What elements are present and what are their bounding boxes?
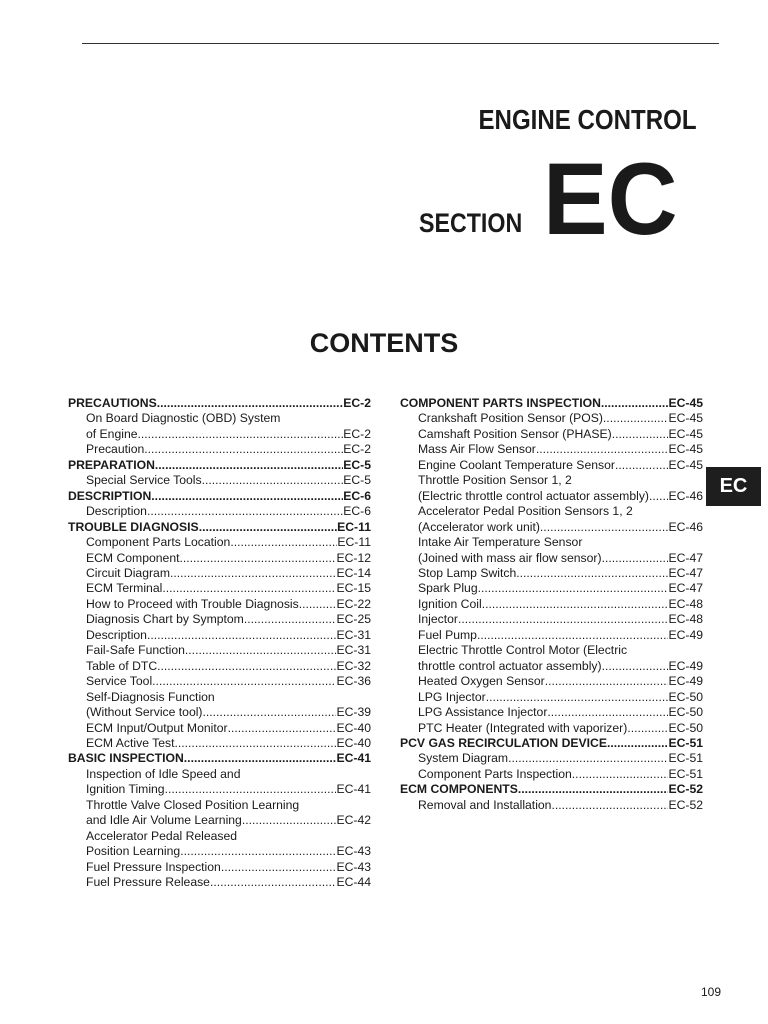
toc-entry[interactable] bbox=[68, 597, 371, 612]
toc-entry-title: Fuel Pump bbox=[418, 627, 477, 642]
toc-entry-title: Camshaft Position Sensor (PHASE) bbox=[418, 426, 612, 441]
toc-entry bbox=[400, 473, 703, 488]
toc-section-entry[interactable] bbox=[400, 782, 703, 797]
toc-entry-title: ECM Component bbox=[86, 550, 180, 565]
toc-entry-title: PREPARATION bbox=[68, 457, 155, 472]
toc-entry-page: EC-49 bbox=[668, 674, 703, 689]
toc-entry-page: EC-6 bbox=[343, 488, 371, 503]
toc-entry-page: EC-52 bbox=[668, 797, 703, 812]
toc-entry-title: Fail-Safe Function bbox=[86, 643, 185, 658]
toc-leader-dots bbox=[151, 489, 343, 504]
toc-leader-dots bbox=[138, 427, 344, 442]
toc-leader-dots bbox=[199, 520, 337, 535]
toc-entry bbox=[68, 798, 371, 813]
toc-entry-title: Fuel Pressure Inspection bbox=[86, 859, 221, 874]
toc-entry-title: Description bbox=[86, 504, 147, 519]
toc-leader-dots bbox=[649, 489, 668, 504]
toc-leader-dots bbox=[228, 721, 337, 736]
toc-entry-page: EC-50 bbox=[668, 720, 703, 735]
toc-entry-title: Accelerator Pedal Released bbox=[86, 828, 238, 843]
toc-entry-page: EC-31 bbox=[336, 643, 371, 658]
toc-entry bbox=[68, 411, 371, 426]
page-number: 109 bbox=[701, 985, 722, 999]
toc-entry-title: Diagnosis Chart by Symptom bbox=[86, 612, 244, 627]
toc-section-entry[interactable] bbox=[400, 396, 703, 411]
toc-entry-title: TROUBLE DIAGNOSIS bbox=[68, 519, 199, 534]
toc-entry[interactable] bbox=[68, 551, 371, 566]
toc-entry[interactable] bbox=[68, 705, 371, 720]
toc-entry-title: Intake Air Temperature Sensor bbox=[418, 535, 583, 550]
toc-entry-page: EC-11 bbox=[337, 535, 371, 550]
toc-entry-title: Ignition Coil bbox=[418, 596, 482, 611]
toc-entry-page: EC-32 bbox=[336, 658, 371, 673]
toc-left-column bbox=[68, 396, 371, 891]
toc-entry-page: EC-14 bbox=[336, 565, 371, 580]
toc-section-entry[interactable] bbox=[68, 489, 371, 504]
toc-leader-dots bbox=[612, 427, 669, 442]
toc-entry-page: EC-51 bbox=[668, 766, 703, 781]
toc-entry-page: EC-52 bbox=[668, 782, 703, 797]
toc-entry[interactable] bbox=[400, 674, 703, 689]
toc-section-entry[interactable] bbox=[68, 458, 371, 473]
toc-entry-page: EC-47 bbox=[668, 581, 703, 596]
toc-entry[interactable] bbox=[68, 628, 371, 643]
toc-entry-title: ECM Input/Output Monitor bbox=[86, 720, 228, 735]
toc-entry[interactable] bbox=[400, 442, 703, 457]
toc-entry-title: Description bbox=[86, 627, 147, 642]
top-rule bbox=[82, 43, 719, 44]
toc-entry-title: PRECAUTIONS bbox=[68, 396, 157, 410]
toc-leader-dots bbox=[458, 612, 668, 627]
toc-entry-page: EC-45 bbox=[668, 442, 703, 457]
toc-entry-page: EC-46 bbox=[668, 519, 703, 534]
toc-entry-title: ECM COMPONENTS bbox=[400, 782, 518, 797]
toc-leader-dots bbox=[603, 411, 669, 426]
toc-leader-dots bbox=[175, 736, 337, 751]
toc-entry[interactable] bbox=[68, 473, 371, 488]
toc-leader-dots bbox=[572, 767, 669, 782]
toc-entry-title: Self-Diagnosis Function bbox=[86, 689, 215, 704]
toc-entry-title: LPG Assistance Injector bbox=[418, 705, 548, 720]
toc-entry-page: EC-41 bbox=[336, 782, 371, 797]
toc-entry[interactable] bbox=[400, 628, 703, 643]
toc-leader-dots bbox=[155, 458, 343, 473]
toc-entry[interactable] bbox=[400, 612, 703, 627]
toc-entry-title: PTC Heater (Integrated with vaporizer) bbox=[418, 720, 628, 735]
toc-entry-title: Ignition Timing bbox=[86, 782, 165, 797]
toc-entry-page: EC-48 bbox=[668, 612, 703, 627]
toc-leader-dots bbox=[547, 705, 668, 720]
toc-leader-dots bbox=[147, 504, 343, 519]
toc-entry-title: COMPONENT PARTS INSPECTION bbox=[400, 396, 601, 410]
toc-entry-page: EC-6 bbox=[343, 504, 371, 519]
toc-entry[interactable] bbox=[68, 442, 371, 457]
toc-entry[interactable] bbox=[68, 504, 371, 519]
toc-entry-page: EC-49 bbox=[668, 658, 703, 673]
toc-leader-dots bbox=[602, 659, 669, 674]
toc-entry-page: EC-46 bbox=[668, 488, 703, 503]
toc-entry-title: Mass Air Flow Sensor bbox=[418, 442, 536, 457]
toc-entry[interactable] bbox=[400, 659, 703, 674]
toc-leader-dots bbox=[185, 643, 337, 658]
toc-entry bbox=[400, 504, 703, 519]
toc-entry[interactable] bbox=[400, 581, 703, 596]
toc-entry-page: EC-15 bbox=[336, 581, 371, 596]
toc-leader-dots bbox=[144, 442, 343, 457]
toc-entry-page: EC-45 bbox=[668, 396, 703, 410]
toc-leader-dots bbox=[478, 581, 669, 596]
toc-entry-page: EC-31 bbox=[336, 627, 371, 642]
toc-entry[interactable] bbox=[68, 721, 371, 736]
toc-entry-title: Throttle Position Sensor 1, 2 bbox=[418, 473, 572, 488]
toc-leader-dots bbox=[551, 798, 668, 813]
toc-leader-dots bbox=[482, 597, 669, 612]
toc-entry[interactable] bbox=[400, 767, 703, 782]
toc-entry-title: Throttle Valve Closed Position Learning bbox=[86, 797, 300, 812]
toc-entry-title: Circuit Diagram bbox=[86, 565, 170, 580]
toc-leader-dots bbox=[157, 396, 344, 411]
toc-entry-page: EC-49 bbox=[668, 627, 703, 642]
toc-entry-title: On Board Diagnostic (OBD) System bbox=[86, 411, 281, 426]
toc-leader-dots bbox=[615, 458, 669, 473]
toc-entry-page: EC-2 bbox=[343, 426, 371, 441]
toc-entry-page: EC-39 bbox=[336, 705, 371, 720]
toc-entry[interactable] bbox=[400, 489, 703, 504]
toc-entry[interactable] bbox=[400, 458, 703, 473]
toc-entry-page: EC-41 bbox=[336, 751, 371, 766]
toc-section-entry[interactable] bbox=[400, 736, 703, 751]
toc-entry-page: EC-47 bbox=[668, 550, 703, 565]
toc-entry[interactable] bbox=[68, 581, 371, 596]
toc-leader-dots bbox=[486, 690, 669, 705]
toc-entry-title: Spark Plug bbox=[418, 581, 478, 596]
toc-entry-title: Fuel Pressure Release bbox=[86, 875, 210, 890]
toc-entry bbox=[68, 829, 371, 844]
toc-entry-title: (Electric throttle control actuator assembly) bbox=[418, 488, 649, 503]
toc-leader-dots bbox=[536, 442, 669, 457]
toc-right-column bbox=[400, 396, 703, 813]
toc-entry-title: Heated Oxygen Sensor bbox=[418, 674, 545, 689]
toc-leader-dots bbox=[477, 628, 669, 643]
toc-leader-dots bbox=[601, 396, 669, 411]
toc-leader-dots bbox=[179, 551, 336, 566]
toc-entry-page: EC-45 bbox=[668, 457, 703, 472]
toc-entry-page: EC-47 bbox=[668, 565, 703, 580]
toc-leader-dots bbox=[540, 520, 669, 535]
toc-entry-page: EC-2 bbox=[343, 396, 371, 410]
toc-leader-dots bbox=[152, 674, 336, 689]
toc-leader-dots bbox=[627, 721, 668, 736]
toc-entry-page: EC-22 bbox=[336, 596, 371, 611]
section-code: EC bbox=[543, 142, 678, 256]
toc-entry-title: Stop Lamp Switch bbox=[418, 565, 517, 580]
toc-leader-dots bbox=[147, 628, 336, 643]
toc-entry bbox=[68, 690, 371, 705]
toc-entry bbox=[68, 767, 371, 782]
toc-leader-dots bbox=[244, 612, 337, 627]
toc-leader-dots bbox=[299, 597, 337, 612]
toc-entry-title: Component Parts Location bbox=[86, 535, 231, 550]
toc-section-entry[interactable] bbox=[68, 751, 371, 766]
toc-leader-dots bbox=[508, 751, 668, 766]
toc-entry-page: EC-48 bbox=[668, 596, 703, 611]
toc-entry[interactable] bbox=[68, 566, 371, 581]
toc-entry[interactable] bbox=[400, 705, 703, 720]
section-title: ENGINE CONTROL bbox=[478, 104, 697, 135]
toc-leader-dots bbox=[170, 566, 336, 581]
toc-entry-title: ECM Active Test bbox=[86, 735, 175, 750]
toc-leader-dots bbox=[518, 782, 669, 797]
toc-entry-page: EC-36 bbox=[336, 674, 371, 689]
toc-entry[interactable] bbox=[68, 535, 371, 550]
toc-leader-dots bbox=[242, 813, 337, 828]
toc-leader-dots bbox=[210, 875, 336, 890]
toc-leader-dots bbox=[607, 736, 668, 751]
toc-entry[interactable] bbox=[68, 612, 371, 627]
toc-entry-title: Accelerator Pedal Position Sensors 1, 2 bbox=[418, 504, 633, 519]
toc-entry-title: System Diagram bbox=[418, 751, 509, 766]
toc-entry[interactable] bbox=[400, 411, 703, 426]
toc-entry-page: EC-40 bbox=[336, 735, 371, 750]
toc-entry-title: (Without Service tool) bbox=[86, 705, 203, 720]
toc-leader-dots bbox=[165, 782, 337, 797]
toc-entry-title: Electric Throttle Control Motor (Electric bbox=[418, 643, 628, 658]
toc-entry-title: LPG Injector bbox=[418, 689, 486, 704]
toc-entry bbox=[400, 535, 703, 550]
toc-entry-title: Special Service Tools bbox=[86, 473, 202, 488]
toc-entry-page: EC-51 bbox=[668, 735, 703, 750]
toc-entry[interactable] bbox=[68, 813, 371, 828]
toc-leader-dots bbox=[180, 844, 336, 859]
toc-leader-dots bbox=[221, 860, 337, 875]
toc-entry[interactable] bbox=[400, 551, 703, 566]
toc-entry-page: EC-2 bbox=[343, 442, 371, 457]
toc-entry-title: Removal and Installation bbox=[418, 797, 552, 812]
toc-entry[interactable] bbox=[400, 798, 703, 813]
toc-entry-title: How to Proceed with Trouble Diagnosis bbox=[86, 596, 299, 611]
toc-entry-title: Inspection of Idle Speed and bbox=[86, 766, 241, 781]
toc-entry-title: BASIC INSPECTION bbox=[68, 751, 184, 766]
toc-entry-page: EC-42 bbox=[336, 813, 371, 828]
toc-entry-title: Crankshaft Position Sensor (POS) bbox=[418, 411, 603, 426]
toc-entry-title: Service Tool bbox=[86, 674, 153, 689]
toc-leader-dots bbox=[202, 473, 344, 488]
toc-entry[interactable] bbox=[68, 844, 371, 859]
toc-leader-dots bbox=[203, 705, 337, 720]
toc-entry[interactable] bbox=[400, 427, 703, 442]
toc-entry-title: Component Parts Inspection bbox=[418, 766, 572, 781]
toc-entry-title: ECM Terminal bbox=[86, 581, 163, 596]
toc-entry-title: (Joined with mass air flow sensor) bbox=[418, 550, 602, 565]
toc-entry[interactable] bbox=[68, 643, 371, 658]
toc-entry-page: EC-44 bbox=[336, 875, 371, 890]
toc-entry-title: DESCRIPTION bbox=[68, 488, 152, 503]
toc-entry[interactable] bbox=[400, 597, 703, 612]
toc-entry-page: EC-51 bbox=[668, 751, 703, 766]
toc-entry[interactable] bbox=[68, 674, 371, 689]
toc-entry-title: (Accelerator work unit) bbox=[418, 519, 540, 534]
toc-entry-title: Position Learning bbox=[86, 844, 181, 859]
toc-entry-title: PCV GAS RECIRCULATION DEVICE bbox=[400, 735, 607, 750]
toc-entry[interactable] bbox=[68, 860, 371, 875]
toc-entry[interactable] bbox=[400, 690, 703, 705]
toc-entry-title: Injector bbox=[418, 612, 458, 627]
toc-entry[interactable] bbox=[68, 659, 371, 674]
toc-entry-title: Precaution bbox=[86, 442, 145, 457]
toc-entry-title: Table of DTC bbox=[86, 658, 158, 673]
toc-entry-page: EC-50 bbox=[668, 689, 703, 704]
toc-entry[interactable] bbox=[400, 751, 703, 766]
toc-entry bbox=[400, 643, 703, 658]
toc-leader-dots bbox=[545, 674, 669, 689]
toc-entry[interactable] bbox=[68, 736, 371, 751]
toc-section-entry[interactable] bbox=[68, 520, 371, 535]
toc-entry[interactable] bbox=[400, 721, 703, 736]
toc-entry-page: EC-25 bbox=[336, 612, 371, 627]
toc-leader-dots bbox=[162, 581, 336, 596]
toc-entry-page: EC-5 bbox=[343, 457, 371, 472]
toc-entry-page: EC-45 bbox=[668, 426, 703, 441]
toc-entry-page: EC-43 bbox=[336, 844, 371, 859]
toc-entry[interactable] bbox=[400, 566, 703, 581]
toc-leader-dots bbox=[230, 535, 337, 550]
toc-entry-title: Engine Coolant Temperature Sensor bbox=[418, 457, 615, 472]
toc-leader-dots bbox=[157, 659, 336, 674]
toc-entry-page: EC-50 bbox=[668, 705, 703, 720]
toc-entry-title: and Idle Air Volume Learning bbox=[86, 813, 242, 828]
toc-leader-dots bbox=[184, 751, 337, 766]
toc-leader-dots bbox=[516, 566, 668, 581]
toc-entry-page: EC-43 bbox=[336, 859, 371, 874]
toc-entry-page: EC-12 bbox=[336, 550, 371, 565]
toc-entry-title: of Engine bbox=[86, 426, 138, 441]
toc-entry-page: EC-11 bbox=[337, 519, 371, 534]
toc-entry-page: EC-45 bbox=[668, 411, 703, 426]
toc-entry-title: throttle control actuator assembly) bbox=[418, 658, 602, 673]
toc-entry[interactable] bbox=[68, 427, 371, 442]
section-side-tab[interactable]: EC bbox=[706, 467, 761, 506]
toc-entry[interactable] bbox=[68, 875, 371, 890]
contents-heading: CONTENTS bbox=[309, 328, 459, 358]
toc-section-entry[interactable] bbox=[68, 396, 371, 411]
toc-entry-page: EC-5 bbox=[343, 473, 371, 488]
toc-leader-dots bbox=[602, 551, 669, 566]
toc-entry[interactable] bbox=[400, 520, 703, 535]
section-label: SECTION bbox=[419, 208, 523, 238]
toc-entry-page: EC-40 bbox=[336, 720, 371, 735]
toc-entry[interactable] bbox=[68, 782, 371, 797]
